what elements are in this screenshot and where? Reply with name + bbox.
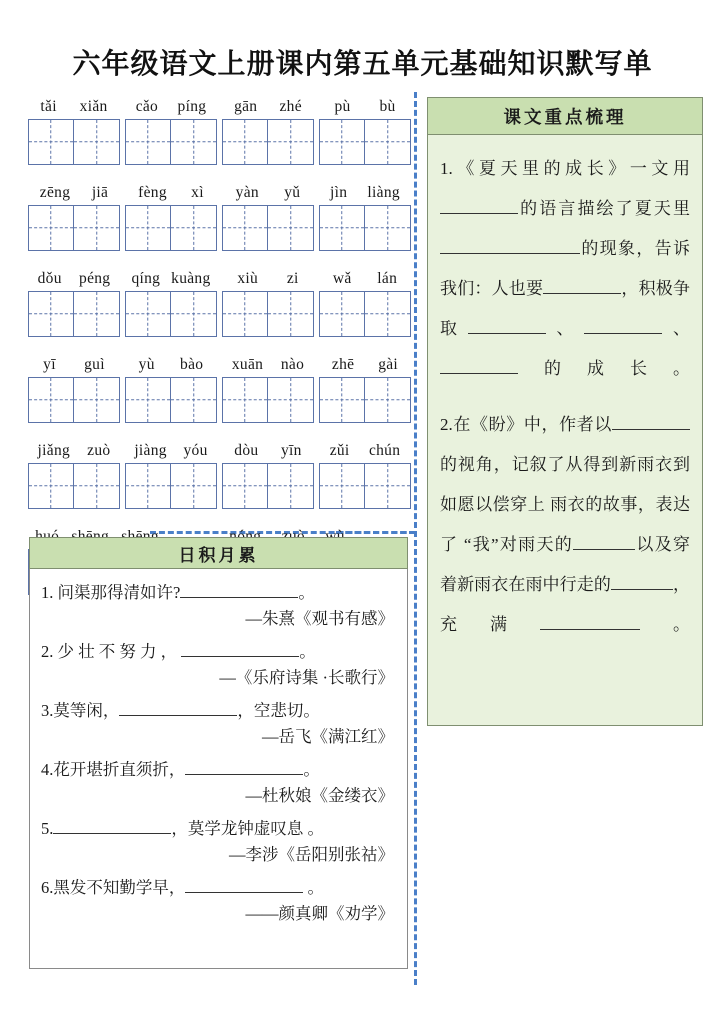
key-point-text: 的语言描绘了夏天里 <box>518 199 690 218</box>
pinyin-syllable: zhé <box>279 98 302 115</box>
accumulation-line <box>41 815 396 842</box>
tianzige-cell[interactable] <box>74 464 119 508</box>
accumulation-text-after: 。 <box>303 760 320 779</box>
tianzige-cell[interactable] <box>223 464 268 508</box>
key-point-text: 在《盼》中，作者以 <box>452 415 612 434</box>
pinyin-syllable: dǒu <box>37 270 62 287</box>
accumulation-text-before: 莫等闲， <box>53 701 120 720</box>
page-title: 六年级语文上册课内第五单元基础知识默写单 <box>72 49 653 80</box>
fill-in-blank[interactable] <box>543 293 621 294</box>
key-point-item <box>440 149 690 389</box>
tianzige-cell[interactable] <box>74 292 119 336</box>
accumulation-line <box>41 638 396 665</box>
pinyin-word-group <box>28 356 120 423</box>
pinyin-label <box>125 442 217 460</box>
fill-in-blank[interactable] <box>181 656 299 657</box>
key-points-panel <box>427 97 703 726</box>
tianzige-cell[interactable] <box>171 378 216 422</box>
tianzige-cell[interactable] <box>365 292 410 336</box>
accumulation-attribution: —岳飞《满江红》 <box>262 727 394 746</box>
pinyin-word-group <box>125 442 217 509</box>
fill-in-blank[interactable] <box>53 833 171 834</box>
accumulation-attribution: —李涉《岳阳别张祜》 <box>229 845 394 864</box>
pinyin-syllable: zǔi <box>329 442 350 459</box>
pinyin-label <box>28 356 120 374</box>
tianzige-cell[interactable] <box>171 206 216 250</box>
key-point-text: 以及穿着新雨衣在雨中行走的 <box>440 535 691 594</box>
pinyin-syllable: xiù <box>237 270 259 287</box>
fill-in-blank[interactable] <box>468 333 546 334</box>
key-point-text: 的现象，告诉我们：人也要 <box>440 239 690 298</box>
pinyin-word-group <box>28 270 120 337</box>
tianzige-cell[interactable] <box>74 206 119 250</box>
pinyin-syllable: pù <box>334 98 351 115</box>
fill-in-blank[interactable] <box>440 253 580 254</box>
pinyin-word-group <box>125 270 217 337</box>
tianzige-cell[interactable] <box>320 292 365 336</box>
pinyin-syllable: píng <box>177 98 207 115</box>
tianzige-box[interactable] <box>319 205 411 251</box>
tianzige-cell[interactable] <box>320 464 365 508</box>
tianzige-cell[interactable] <box>268 206 313 250</box>
pinyin-syllable: xuān <box>231 356 264 373</box>
tianzige-box[interactable] <box>125 291 217 337</box>
accumulation-number: 4. <box>41 760 54 779</box>
pinyin-syllable: yóu <box>183 442 208 459</box>
key-point-text: 的视角，记叙了从得到新雨衣到如愿以偿穿上 雨衣的故事，表达了 “我”对雨天的 <box>440 455 690 554</box>
tianzige-box[interactable] <box>125 463 217 509</box>
pinyin-syllable: bù <box>379 98 396 115</box>
pinyin-syllable: jiàng <box>134 442 167 459</box>
accumulation-text-after: 。 <box>303 878 324 897</box>
tianzige-box[interactable] <box>319 291 411 337</box>
key-point-text: 《夏天里的成长》一文用 <box>452 159 690 178</box>
key-point-text: 。 <box>640 615 690 634</box>
pinyin-syllable: yī <box>43 356 56 373</box>
pinyin-syllable: zuò <box>87 442 111 459</box>
pinyin-syllable: péng <box>79 270 111 287</box>
tianzige-box[interactable] <box>28 463 120 509</box>
pinyin-word-group <box>319 356 411 423</box>
tianzige-box[interactable] <box>28 119 120 165</box>
accumulation-number: 6. <box>41 878 54 897</box>
tianzige-cell[interactable] <box>74 378 119 422</box>
pinyin-word-group <box>222 442 314 509</box>
fill-in-blank[interactable] <box>185 774 303 775</box>
tianzige-cell[interactable] <box>320 206 365 250</box>
pinyin-label <box>319 442 411 460</box>
accumulation-item <box>41 638 396 691</box>
pinyin-syllable: bào <box>180 356 204 373</box>
fill-in-blank[interactable] <box>584 333 662 334</box>
key-point-text: 的成长。 <box>518 359 690 378</box>
accumulation-number: 3. <box>41 701 54 720</box>
tianzige-box[interactable] <box>319 463 411 509</box>
pinyin-label <box>28 270 120 288</box>
pinyin-syllable: yù <box>138 356 155 373</box>
accumulation-line <box>41 756 396 783</box>
tianzige-box[interactable] <box>319 377 411 423</box>
accumulation-header: 日积月累 <box>29 537 408 569</box>
pinyin-label <box>319 184 411 202</box>
tianzige-cell[interactable] <box>268 292 313 336</box>
pinyin-syllable: lán <box>377 270 398 287</box>
key-point-text: 、 <box>545 319 585 338</box>
tianzige-cell[interactable] <box>365 120 410 164</box>
accumulation-line <box>41 579 396 606</box>
pinyin-label <box>222 98 314 116</box>
tianzige-cell[interactable] <box>223 206 268 250</box>
pinyin-row <box>28 98 408 184</box>
accumulation-attribution: —杜秋娘《金缕衣》 <box>245 786 394 805</box>
accumulation-text-after: ，空悲切。 <box>237 701 320 720</box>
pinyin-syllable: xiǎn <box>79 98 108 115</box>
pinyin-label <box>222 356 314 374</box>
pinyin-syllable: dòu <box>234 442 259 459</box>
tianzige-box[interactable] <box>28 291 120 337</box>
pinyin-row <box>28 442 408 528</box>
accumulation-attribution: —《乐府诗集 ·长歌行》 <box>219 668 394 687</box>
tianzige-cell[interactable] <box>29 378 74 422</box>
pinyin-label <box>125 98 217 116</box>
tianzige-cell[interactable] <box>171 464 216 508</box>
fill-in-blank[interactable] <box>440 373 518 374</box>
tianzige-cell[interactable] <box>268 378 313 422</box>
tianzige-box[interactable] <box>222 463 314 509</box>
pinyin-label <box>222 184 314 202</box>
pinyin-label <box>222 270 314 288</box>
tianzige-box[interactable] <box>222 119 314 165</box>
pinyin-label <box>319 270 411 288</box>
pinyin-syllable: chún <box>368 442 401 459</box>
accumulation-attribution: ——颜真卿《劝学》 <box>245 904 394 923</box>
pinyin-syllable: yǔ <box>284 184 301 201</box>
pinyin-word-group <box>222 356 314 423</box>
pinyin-syllable: wǎ <box>332 270 352 287</box>
tianzige-cell[interactable] <box>365 464 410 508</box>
pinyin-syllable: gài <box>378 356 399 373</box>
pinyin-syllable: tǎi <box>40 98 57 115</box>
tianzige-cell[interactable] <box>126 464 171 508</box>
tianzige-box[interactable] <box>222 205 314 251</box>
pinyin-word-group <box>222 184 314 251</box>
accumulation-item <box>41 874 396 927</box>
tianzige-cell[interactable] <box>126 378 171 422</box>
pinyin-syllable: jiā <box>91 184 109 201</box>
accumulation-text-before: 少 壮 不 努 力 ， <box>53 642 182 661</box>
pinyin-word-group <box>125 184 217 251</box>
accumulation-text-before: 黑发不知勤学早， <box>53 878 186 897</box>
fill-in-blank[interactable] <box>611 589 673 590</box>
pinyin-word-group <box>319 98 411 165</box>
pinyin-syllable: fèng <box>138 184 167 201</box>
pinyin-row <box>28 356 408 442</box>
tianzige-box[interactable] <box>125 119 217 165</box>
tianzige-cell[interactable] <box>171 292 216 336</box>
pinyin-label <box>125 270 217 288</box>
pinyin-word-group <box>222 270 314 337</box>
pinyin-row <box>28 184 408 270</box>
fill-in-blank[interactable] <box>119 715 237 716</box>
accumulation-text-before: 问渠那得清如许? <box>53 583 181 602</box>
accumulation-line <box>41 697 396 724</box>
accumulation-item <box>41 697 396 750</box>
tianzige-cell[interactable] <box>268 464 313 508</box>
accumulation-attribution: —朱熹《观书有感》 <box>245 609 394 628</box>
accumulation-number: 2. <box>41 642 54 661</box>
accumulation-item <box>41 815 396 868</box>
fill-in-blank[interactable] <box>612 429 690 430</box>
tianzige-cell[interactable] <box>126 120 171 164</box>
tianzige-box[interactable] <box>28 377 120 423</box>
vertical-dashed-divider <box>414 92 417 985</box>
tianzige-cell[interactable] <box>126 292 171 336</box>
key-point-text: ，充满 <box>440 575 691 634</box>
key-points-header: 课文重点梳理 <box>427 97 703 135</box>
accumulation-text-after: 。 <box>299 642 316 661</box>
tianzige-cell[interactable] <box>223 120 268 164</box>
pinyin-label <box>28 184 120 202</box>
accumulation-item <box>41 756 396 809</box>
accumulation-item <box>41 579 396 632</box>
tianzige-cell[interactable] <box>223 292 268 336</box>
pinyin-syllable: nào <box>280 356 305 373</box>
pinyin-syllable: guì <box>84 356 105 373</box>
accumulation-text-after: ，莫学龙钟虚叹息 。 <box>171 819 324 838</box>
fill-in-blank[interactable] <box>185 892 303 893</box>
pinyin-row <box>28 270 408 356</box>
tianzige-cell[interactable] <box>223 378 268 422</box>
tianzige-cell[interactable] <box>126 206 171 250</box>
tianzige-box[interactable] <box>28 205 120 251</box>
tianzige-box[interactable] <box>125 205 217 251</box>
pinyin-label <box>125 184 217 202</box>
key-point-item <box>440 405 690 645</box>
fill-in-blank[interactable] <box>573 549 635 550</box>
pinyin-word-group <box>319 184 411 251</box>
accumulation-body[interactable] <box>29 569 408 969</box>
tianzige-cell[interactable] <box>74 120 119 164</box>
accumulation-text-after: 。 <box>298 583 315 602</box>
pinyin-label <box>222 442 314 460</box>
key-point-number: 1. <box>440 159 453 178</box>
tianzige-cell[interactable] <box>320 120 365 164</box>
pinyin-syllable: cǎo <box>135 98 159 115</box>
tianzige-cell[interactable] <box>29 120 74 164</box>
tianzige-cell[interactable] <box>171 120 216 164</box>
pinyin-word-group <box>28 98 120 165</box>
tianzige-box[interactable] <box>319 119 411 165</box>
pinyin-label <box>125 356 217 374</box>
accumulation-number: 1. <box>41 583 54 602</box>
accumulation-text-before: 花开堪折直须折， <box>53 760 186 779</box>
fill-in-blank[interactable] <box>540 629 640 630</box>
tianzige-cell[interactable] <box>268 120 313 164</box>
pinyin-syllable: jìn <box>330 184 348 201</box>
pinyin-syllable: liàng <box>367 184 400 201</box>
pinyin-word-group <box>28 442 120 509</box>
pinyin-syllable: qíng <box>131 270 161 287</box>
accumulation-panel <box>29 537 408 969</box>
pinyin-syllable: xì <box>191 184 204 201</box>
tianzige-box[interactable] <box>222 291 314 337</box>
pinyin-syllable: kuàng <box>171 270 211 287</box>
pinyin-label <box>28 442 120 460</box>
key-point-text: 、 <box>662 319 690 338</box>
accumulation-line <box>41 874 396 901</box>
pinyin-word-group <box>28 184 120 251</box>
tianzige-cell[interactable] <box>365 206 410 250</box>
tianzige-cell[interactable] <box>29 464 74 508</box>
pinyin-word-group <box>319 442 411 509</box>
accumulation-number: 5. <box>41 819 54 838</box>
pinyin-syllable: jiǎng <box>37 442 71 459</box>
pinyin-syllable: zi <box>286 270 299 287</box>
tianzige-box[interactable] <box>222 377 314 423</box>
tianzige-cell[interactable] <box>29 206 74 250</box>
pinyin-word-group <box>125 356 217 423</box>
key-point-number: 2. <box>440 415 453 434</box>
tianzige-cell[interactable] <box>29 292 74 336</box>
key-point-text: ，积极争取 <box>440 279 691 338</box>
pinyin-label <box>319 98 411 116</box>
tianzige-cell[interactable] <box>365 378 410 422</box>
tianzige-box[interactable] <box>125 377 217 423</box>
pinyin-label <box>28 98 120 116</box>
pinyin-word-group <box>125 98 217 165</box>
pinyin-word-group <box>319 270 411 337</box>
pinyin-label <box>319 356 411 374</box>
pinyin-syllable: zēng <box>39 184 71 201</box>
key-points-body[interactable] <box>427 135 703 726</box>
fill-in-blank[interactable] <box>440 213 518 214</box>
fill-in-blank[interactable] <box>180 597 298 598</box>
pinyin-syllable: zhē <box>331 356 355 373</box>
pinyin-syllable: gān <box>234 98 258 115</box>
pinyin-syllable: yīn <box>281 442 302 459</box>
pinyin-syllable: yàn <box>235 184 259 201</box>
pinyin-word-group <box>222 98 314 165</box>
tianzige-cell[interactable] <box>320 378 365 422</box>
